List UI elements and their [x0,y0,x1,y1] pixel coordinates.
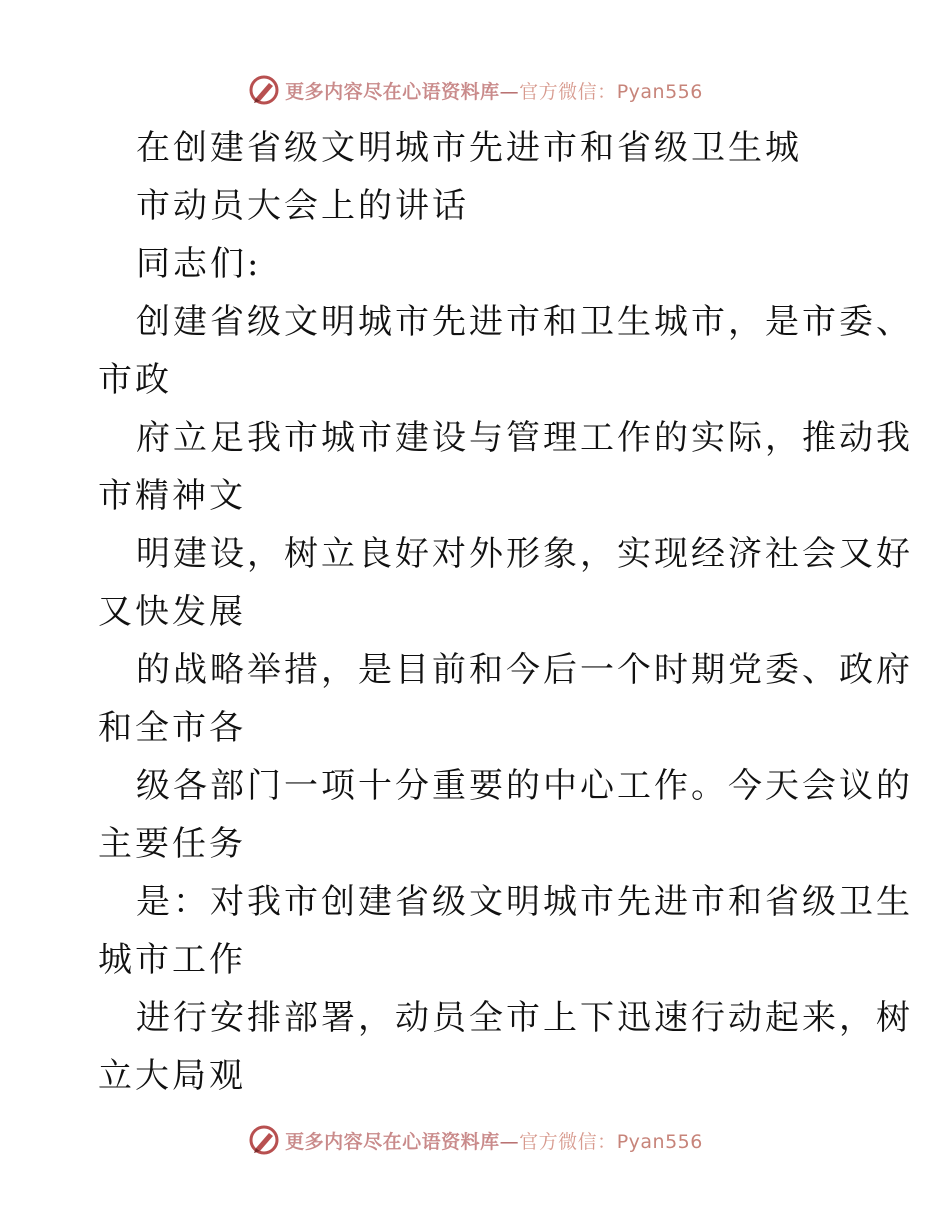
paragraph-line: 城市工作 [98,940,246,980]
title-line-2: 市动员大会上的讲话 [136,186,469,226]
paragraph-line: 和全市各 [98,708,246,748]
paragraph-line: 创建省级文明城市先进市和卫生城市，是市委、 [136,302,913,342]
paragraph-line: 市精神文 [98,476,246,516]
paragraph-line: 主要任务 [98,824,246,864]
paragraph-line: 级各部门一项十分重要的中心工作。今天会议的 [136,766,913,806]
watermark-wechat-label: 官方微信： [519,80,617,103]
watermark-dash: — [499,1130,520,1153]
watermark-text [285,1127,703,1154]
watermark-wechat-id: Pyan556 [616,80,703,103]
watermark-lead: 更多内容尽在心语资料库 [285,80,500,103]
watermark-wechat-id: Pyan556 [616,1130,703,1153]
pen-logo-icon [247,1123,281,1157]
paragraph-line: 立大局观 [98,1056,246,1096]
watermark-dash: — [499,80,520,103]
watermark-lead: 更多内容尽在心语资料库 [285,1130,500,1153]
paragraph-line: 的战略举措，是目前和今后一个时期党委、政府 [136,650,913,690]
paragraph-line: 是：对我市创建省级文明城市先进市和省级卫生 [136,882,913,922]
paragraph-line: 又快发展 [98,592,246,632]
footer-watermark-banner [0,1120,950,1160]
paragraph-line: 市政 [98,360,172,400]
paragraph-line: 明建设，树立良好对外形象，实现经济社会又好 [136,534,913,574]
title-line-1: 在创建省级文明城市先进市和省级卫生城 [136,128,802,168]
watermark-wechat-label: 官方微信： [519,1130,617,1153]
paragraph-line: 进行安排部署，动员全市上下迅速行动起来，树 [136,998,913,1038]
paragraph-line: 府立足我市城市建设与管理工作的实际，推动我 [136,418,913,458]
salutation-line: 同志们: [136,244,262,284]
